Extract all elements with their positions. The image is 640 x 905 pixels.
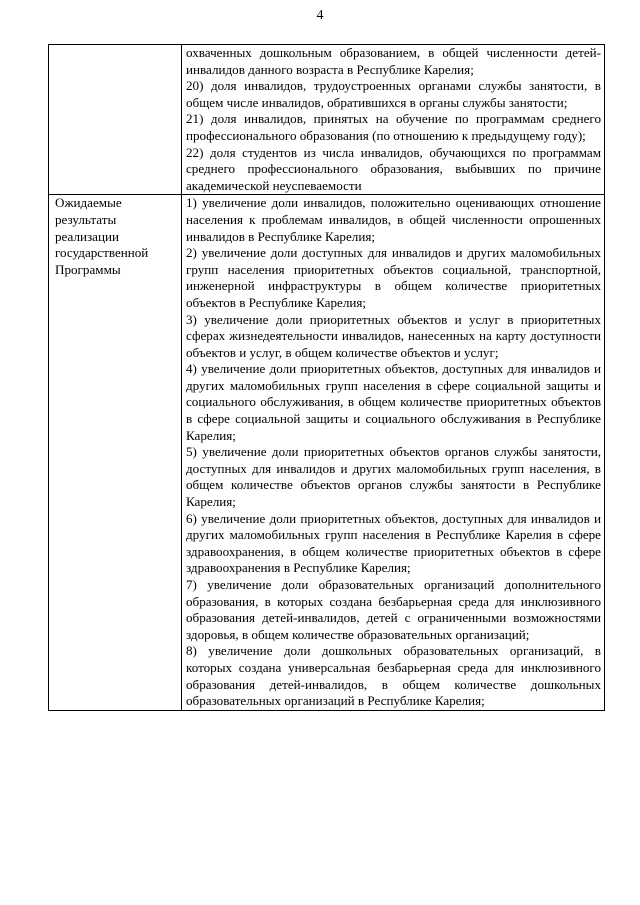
- indicator-22: 22) доля студентов из числа инвалидов, обучающихся по программам среднего профессионального образования, выбывших по причине академической неуспеваемости: [186, 144, 601, 193]
- result-8: 8) увеличение доли дошкольных образовательных организаций, в которых создана универсальная безбарьерная среда для инклюзивного образования детей-инвалидов, в общем количестве дошкольных образовательных организаций в Республике Карелия;: [186, 643, 601, 709]
- row-label: [49, 45, 182, 195]
- result-4: 4) увеличение доли приоритетных объектов, доступных для инвалидов и других маломобильных групп населения в сфере социальной защиты и социального обслуживания, в общем количестве приоритетных объектов в сфере социальной защиты и социального обслуживания в Республике Карелия;: [186, 361, 601, 443]
- table-row-indicators: [49, 45, 605, 195]
- program-passport-table: [48, 44, 605, 711]
- indicator-21: 21) доля инвалидов, принятых на обучение по программам среднего профессионального образования (по отношению к предыдущему году);: [186, 111, 601, 143]
- result-1: 1) увеличение доли инвалидов, положительно оценивающих отношение населения к проблемам инвалидов, в общей численности опрошенных инвалидов в Республике Карелия;: [186, 195, 601, 244]
- row-content: [182, 45, 605, 195]
- row-content-expected-results: [182, 195, 605, 710]
- table-row-expected-results: [49, 195, 605, 710]
- result-7: 7) увеличение доли образовательных организаций дополнительного образования, в которых создана безбарьерная среда для инклюзивного образования детей-инвалидов, детей с ограниченными возможностями здоровья, в общем количестве образовательных организаций;: [186, 577, 601, 642]
- page-number: 4: [316, 8, 324, 23]
- indicator-continuation: охваченных дошкольным образованием, в общей численности детей-инвалидов данного возраста в Республике Карелия;: [186, 45, 601, 77]
- row-label-expected-results: Ожидаемые результаты реализации государственной Программы: [49, 195, 182, 710]
- result-5: 5) увеличение доли приоритетных объектов органов службы занятости, доступных для инвалидов и других маломобильных групп населения, в общем количестве объектов органов службы занятости в Республике Карелия;: [186, 444, 601, 510]
- result-2: 2) увеличение доли доступных для инвалидов и других маломобильных групп населения приоритетных объектов социальной, транспортной, инженерной инфраструктуры в общем количестве приоритетных объектов в Республике Карелия;: [186, 245, 601, 310]
- result-3: 3) увеличение доли приоритетных объектов и услуг в приоритетных сферах жизнедеятельности инвалидов, нанесенных на карту доступности объектов и услуг, в общем количестве объектов и услуг;: [186, 311, 601, 360]
- result-6: 6) увеличение доли приоритетных объектов, доступных для инвалидов и других маломобильных групп населения в Республике Карелия в сфере здравоохранения, в общем количестве приоритетных объектов в сфере здравоохранения в Республике Карелия;: [186, 510, 601, 576]
- indicator-20: 20) доля инвалидов, трудоустроенных органами службы занятости, в общем числе инвалидов, обратившихся в органы службы занятости;: [186, 78, 601, 110]
